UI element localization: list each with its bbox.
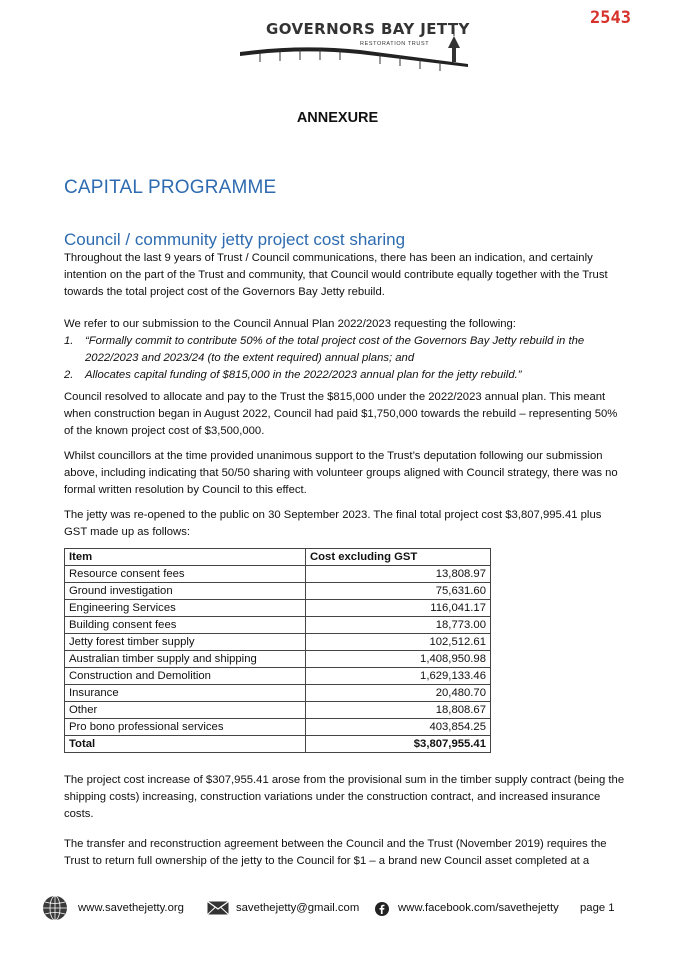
- mail-icon: [207, 901, 229, 915]
- cost-item-amount: 18,773.00: [306, 617, 491, 634]
- cost-item-amount: 1,408,950.98: [306, 651, 491, 668]
- list-item: [64, 367, 626, 384]
- trust-logo: [240, 14, 468, 74]
- footer-facebook-link[interactable]: www.facebook.com/savethejetty: [398, 902, 559, 914]
- table-header-row: [65, 549, 491, 566]
- table-row: [65, 634, 491, 651]
- globe-icon: [42, 895, 68, 921]
- cost-item-amount: 102,512.61: [306, 634, 491, 651]
- total-label: Total: [65, 736, 306, 753]
- cost-item-name: Construction and Demolition: [65, 668, 306, 685]
- cost-item-name: Pro bono professional services: [65, 719, 306, 736]
- cost-item-name: Jetty forest timber supply: [65, 634, 306, 651]
- total-amount: $3,807,955.41: [306, 736, 491, 753]
- column-header-cost: Cost excluding GST: [306, 549, 491, 566]
- cost-item-name: Building consent fees: [65, 617, 306, 634]
- annexure-heading: ANNEXURE: [296, 110, 379, 126]
- cost-item-amount: 20,480.70: [306, 685, 491, 702]
- cost-item-amount: 403,854.25: [306, 719, 491, 736]
- paragraph-cost-increase: The project cost increase of $307,955.41 arose from the provisional sum in the timber supply contract (being the shipping costs) increasing, construction variations under the construction contract, and increased insurance costs.: [64, 774, 625, 820]
- table-row: [65, 566, 491, 583]
- logo-title: GOVERNORS BAY JETTY: [266, 20, 470, 38]
- column-header-item: Item: [65, 549, 306, 566]
- request-list: [64, 333, 626, 384]
- cost-item-amount: 18,808.67: [306, 702, 491, 719]
- cost-item-amount: 1,629,133.46: [306, 668, 491, 685]
- list-text: Allocates capital funding of $815,000 in the 2022/2023 annual plan for the jetty rebuild.”: [85, 369, 522, 381]
- table-row: [65, 685, 491, 702]
- table-row: [65, 600, 491, 617]
- footer-email-link[interactable]: savethejetty@gmail.com: [236, 902, 360, 914]
- facebook-icon: [375, 902, 389, 916]
- list-number: 1.: [64, 335, 74, 347]
- table-row: [65, 719, 491, 736]
- paragraph-submission: We refer to our submission to the Council Annual Plan 2022/2023 requesting the following:: [64, 318, 516, 330]
- page-footer: [0, 893, 675, 923]
- cost-item-amount: 75,631.60: [306, 583, 491, 600]
- table-total-row: [65, 736, 491, 753]
- list-number: 2.: [64, 369, 74, 381]
- page-stamp-number: 2543: [590, 8, 631, 28]
- paragraph-resolution: Council resolved to allocate and pay to the Trust the $815,000 under the 2022/2023 annual plan. This meant when construction began in August 2022, Council had paid $1,750,000 towards the rebuild – representing 50% of the known project cost of $3,500,000.: [64, 391, 618, 437]
- cost-item-amount: 116,041.17: [306, 600, 491, 617]
- list-text: “Formally commit to contribute 50% of the total project cost of the Governors Bay Jetty rebuild in the 2022/2023 and 2023/24 (to the extent required) annual plans; and: [85, 335, 585, 364]
- section-heading: CAPITAL PROGRAMME: [64, 177, 277, 198]
- table-row: [65, 651, 491, 668]
- paragraph-councillors: Whilst councillors at the time provided unanimous support to the Trust’s deputation following our submission above, including indicating that 50/50 sharing with volunteer groups aligned with Council strategy, there was no formal written resolution by Council to this effect.: [64, 450, 618, 496]
- cost-item-name: Ground investigation: [65, 583, 306, 600]
- table-row: [65, 702, 491, 719]
- logo-subtitle: RESTORATION TRUST: [360, 41, 430, 47]
- cost-table: [64, 548, 491, 753]
- cost-item-amount: 13,808.97: [306, 566, 491, 583]
- table-row: [65, 583, 491, 600]
- list-item: [64, 333, 626, 367]
- cost-item-name: Insurance: [65, 685, 306, 702]
- cost-item-name: Australian timber supply and shipping: [65, 651, 306, 668]
- paragraph-history: Throughout the last 9 years of Trust / Council communications, there has been an indication, and certainly intention on the part of the Trust and community, that Council would contribute equally together with the Trust towards the total project cost of the Governors Bay Jetty rebuild.: [64, 252, 608, 298]
- footer-website-link[interactable]: www.savethejetty.org: [78, 902, 184, 914]
- subsection-heading: Council / community jetty project cost sharing: [64, 230, 406, 249]
- table-row: [65, 668, 491, 685]
- table-row: [65, 617, 491, 634]
- paragraph-transfer: The transfer and reconstruction agreement between the Council and the Trust (November 2019) requires the Trust to return full ownership of the jetty to the Council for $1 – a brand new Council asset completed at a: [64, 838, 607, 867]
- cost-item-name: Other: [65, 702, 306, 719]
- cost-item-name: Resource consent fees: [65, 566, 306, 583]
- cost-item-name: Engineering Services: [65, 600, 306, 617]
- paragraph-reopening: The jetty was re-opened to the public on 30 September 2023. The final total project cost $3,807,995.41 plus GST made up as follows:: [64, 509, 602, 538]
- footer-page-number: page 1: [580, 902, 615, 914]
